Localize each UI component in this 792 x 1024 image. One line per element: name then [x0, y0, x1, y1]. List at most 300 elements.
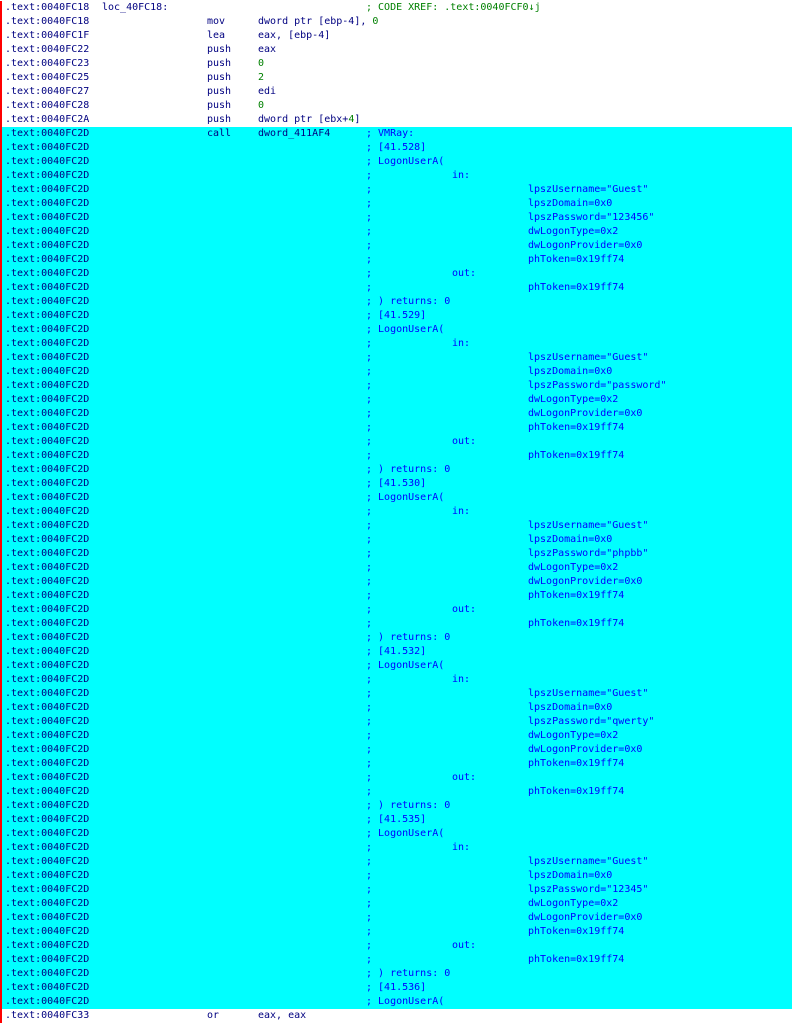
segment-marker	[0, 197, 2, 211]
comment-detail: dwLogonProvider=0x0	[528, 912, 643, 923]
address[interactable]	[5, 715, 89, 729]
address[interactable]	[5, 71, 89, 85]
listing-row[interactable]	[0, 799, 792, 813]
address[interactable]	[5, 659, 89, 673]
listing-row[interactable]	[0, 463, 792, 477]
comment-detail: in:	[452, 170, 471, 181]
address[interactable]	[5, 911, 89, 925]
listing-row[interactable]	[0, 939, 792, 953]
listing-row[interactable]	[0, 561, 792, 575]
address[interactable]	[5, 603, 89, 617]
address-offset: 0040FC2D	[41, 310, 90, 321]
address-segment: .text:	[5, 72, 42, 83]
address-offset: 0040FC2D	[41, 674, 90, 685]
address[interactable]	[5, 547, 89, 561]
address-segment: .text:	[5, 240, 42, 251]
listing-row[interactable]	[0, 239, 792, 253]
operands[interactable]	[258, 71, 264, 85]
listing-row[interactable]	[0, 519, 792, 533]
segment-marker	[0, 267, 2, 281]
listing-row[interactable]	[0, 225, 792, 239]
address-offset: 0040FC2D	[41, 156, 90, 167]
address-offset: 0040FC2D	[41, 842, 90, 853]
address[interactable]	[5, 43, 89, 57]
listing-row[interactable]	[0, 309, 792, 323]
segment-marker	[0, 169, 2, 183]
comment: ;	[366, 674, 373, 685]
segment-marker	[0, 883, 2, 897]
address-offset: 0040FC2D	[41, 394, 90, 405]
address[interactable]	[5, 85, 89, 99]
operands[interactable]	[258, 127, 330, 141]
operands[interactable]	[258, 113, 360, 127]
comment-detail: out:	[452, 940, 477, 951]
address-segment: .text:	[5, 618, 42, 629]
listing-row[interactable]	[0, 169, 792, 183]
segment-marker	[0, 701, 2, 715]
comment-detail: lpszDomain=0x0	[528, 366, 613, 377]
segment-marker	[0, 127, 2, 141]
segment-marker	[0, 449, 2, 463]
listing-row[interactable]	[0, 449, 792, 463]
address-offset: 0040FC2D	[41, 142, 90, 153]
listing-row[interactable]	[0, 211, 792, 225]
address-offset: 0040FC2D	[41, 968, 90, 979]
listing-row[interactable]	[0, 533, 792, 547]
address[interactable]	[5, 673, 89, 687]
comment-detail: dwLogonProvider=0x0	[528, 744, 643, 755]
address[interactable]	[5, 169, 89, 183]
address[interactable]	[5, 561, 89, 575]
listing-row[interactable]	[0, 29, 792, 43]
address-offset: 0040FC22	[41, 44, 90, 55]
listing-row[interactable]	[0, 477, 792, 491]
comment-detail: dwLogonType=0x2	[528, 562, 619, 573]
listing-row[interactable]	[0, 813, 792, 827]
address[interactable]	[5, 491, 89, 505]
comment: ;	[366, 450, 373, 461]
listing-row[interactable]	[0, 715, 792, 729]
listing-row[interactable]	[0, 155, 792, 169]
listing-row[interactable]	[0, 183, 792, 197]
address-offset: 0040FC2D	[41, 576, 90, 587]
address-offset: 0040FC2D	[41, 184, 90, 195]
operand-text: eax, eax	[258, 1010, 307, 1021]
operand-number: 0	[258, 100, 265, 111]
listing-row[interactable]	[0, 393, 792, 407]
comment: ;	[366, 394, 373, 405]
address[interactable]	[5, 799, 89, 813]
address-offset: 0040FC2D	[41, 436, 90, 447]
address[interactable]	[5, 519, 89, 533]
address-segment: .text:	[5, 254, 42, 265]
address-offset: 0040FC2D	[41, 240, 90, 251]
address[interactable]	[5, 617, 89, 631]
address-segment: .text:	[5, 114, 42, 125]
segment-marker	[0, 393, 2, 407]
address[interactable]	[5, 645, 89, 659]
operands[interactable]	[258, 43, 276, 57]
operands[interactable]	[258, 15, 378, 29]
comment: ;	[366, 576, 373, 587]
operands[interactable]	[258, 29, 330, 43]
comment-detail: phToken=0x19ff74	[528, 954, 625, 965]
address[interactable]	[5, 127, 89, 141]
address-segment: .text:	[5, 926, 42, 937]
address[interactable]	[5, 155, 89, 169]
listing-row[interactable]	[0, 743, 792, 757]
comment: ;	[366, 940, 373, 951]
comment-detail: lpszUsername="Guest"	[528, 184, 649, 195]
address[interactable]	[5, 533, 89, 547]
address-segment: .text:	[5, 744, 42, 755]
address[interactable]	[5, 729, 89, 743]
comment: ;	[366, 926, 373, 937]
address-segment: .text:	[5, 198, 42, 209]
mnemonic: push	[207, 86, 232, 97]
address[interactable]	[5, 407, 89, 421]
comment-detail: lpszPassword="12345"	[528, 884, 649, 895]
comment: ; [41.529]	[366, 310, 427, 321]
address-offset: 0040FC2D	[41, 772, 90, 783]
address[interactable]	[5, 253, 89, 267]
address[interactable]	[5, 883, 89, 897]
comment: ; LogonUserA(	[366, 996, 445, 1007]
comment: ; ) returns: 0	[366, 464, 451, 475]
comment: ; LogonUserA(	[366, 828, 445, 839]
address-offset: 0040FC2D	[41, 534, 90, 545]
comment-detail: dwLogonProvider=0x0	[528, 408, 643, 419]
listing-row[interactable]	[0, 659, 792, 673]
comment: ;	[366, 268, 373, 279]
address[interactable]	[5, 449, 89, 463]
address-offset: 0040FC2D	[41, 660, 90, 671]
comment-detail: phToken=0x19ff74	[528, 926, 625, 937]
listing-row[interactable]	[0, 295, 792, 309]
address-segment: .text:	[5, 16, 42, 27]
listing-row[interactable]	[0, 407, 792, 421]
segment-marker	[0, 715, 2, 729]
address-offset: 0040FC2D	[41, 226, 90, 237]
address[interactable]	[5, 505, 89, 519]
address[interactable]	[5, 57, 89, 71]
address[interactable]	[5, 239, 89, 253]
address[interactable]	[5, 351, 89, 365]
segment-marker	[0, 673, 2, 687]
address[interactable]	[5, 827, 89, 841]
address-segment: .text:	[5, 772, 42, 783]
comment-detail: out:	[452, 604, 477, 615]
address-offset: 0040FC33	[41, 1010, 90, 1021]
comment: ;	[366, 842, 373, 853]
address[interactable]	[5, 995, 89, 1009]
listing-row[interactable]	[0, 253, 792, 267]
comment: ; ) returns: 0	[366, 800, 451, 811]
listing-row[interactable]	[0, 771, 792, 785]
comment-detail: phToken=0x19ff74	[528, 282, 625, 293]
address[interactable]	[5, 841, 89, 855]
address-segment: .text:	[5, 506, 42, 517]
listing-row[interactable]	[0, 435, 792, 449]
address-segment: .text:	[5, 464, 42, 475]
listing-row[interactable]	[0, 645, 792, 659]
listing-row[interactable]	[0, 757, 792, 771]
comment: ;	[366, 226, 373, 237]
listing-row[interactable]	[0, 505, 792, 519]
address-offset: 0040FC2D	[41, 450, 90, 461]
address-segment: .text:	[5, 730, 42, 741]
mnemonic: push	[207, 72, 232, 83]
segment-marker	[0, 981, 2, 995]
listing-row[interactable]	[0, 967, 792, 981]
listing-row[interactable]	[0, 323, 792, 337]
comment-detail: lpszDomain=0x0	[528, 870, 613, 881]
segment-marker	[0, 995, 2, 1009]
listing-row[interactable]	[0, 827, 792, 841]
segment-marker	[0, 141, 2, 155]
comment: ;	[366, 198, 373, 209]
comment: ;	[366, 912, 373, 923]
listing-row[interactable]	[0, 897, 792, 911]
address-segment: .text:	[5, 436, 42, 447]
segment-marker	[0, 379, 2, 393]
address-segment: .text:	[5, 800, 42, 811]
comment: ; [41.528]	[366, 142, 427, 153]
operands[interactable]	[258, 1009, 306, 1023]
address-segment: .text:	[5, 450, 42, 461]
listing-row[interactable]	[0, 365, 792, 379]
address-segment: .text:	[5, 128, 42, 139]
segment-marker	[0, 645, 2, 659]
comment: ; LogonUserA(	[366, 492, 445, 503]
address[interactable]	[5, 421, 89, 435]
comment-detail: phToken=0x19ff74	[528, 590, 625, 601]
comment: ;	[366, 954, 373, 965]
address-segment: .text:	[5, 380, 42, 391]
address[interactable]	[5, 15, 89, 29]
address[interactable]	[5, 869, 89, 883]
comment: ;	[366, 380, 373, 391]
listing-row[interactable]	[0, 603, 792, 617]
address[interactable]	[5, 1, 89, 15]
address-segment: .text:	[5, 702, 42, 713]
listing-row[interactable]	[0, 785, 792, 799]
address[interactable]	[5, 197, 89, 211]
address[interactable]	[5, 953, 89, 967]
address[interactable]	[5, 981, 89, 995]
segment-marker	[0, 421, 2, 435]
segment-marker	[0, 561, 2, 575]
mnemonic: or	[207, 1010, 220, 1021]
listing-row[interactable]	[0, 113, 792, 127]
address[interactable]	[5, 701, 89, 715]
listing-row[interactable]	[0, 379, 792, 393]
address-offset: 0040FC2D	[41, 506, 90, 517]
address[interactable]	[5, 337, 89, 351]
comment: ;	[366, 408, 373, 419]
listing-row[interactable]	[0, 701, 792, 715]
listing-row[interactable]	[0, 267, 792, 281]
address-offset: 0040FC18	[41, 16, 90, 27]
segment-marker	[0, 211, 2, 225]
listing-row[interactable]	[0, 547, 792, 561]
address[interactable]	[5, 743, 89, 757]
address[interactable]	[5, 29, 89, 43]
address[interactable]	[5, 785, 89, 799]
segment-marker	[0, 575, 2, 589]
comment-detail: phToken=0x19ff74	[528, 254, 625, 265]
address[interactable]	[5, 575, 89, 589]
comment: ;	[366, 254, 373, 265]
listing-row[interactable]	[0, 421, 792, 435]
address-segment: .text:	[5, 842, 42, 853]
mnemonic: lea	[207, 30, 226, 41]
segment-marker	[0, 407, 2, 421]
listing-row[interactable]	[0, 981, 792, 995]
address[interactable]	[5, 295, 89, 309]
comment-detail: out:	[452, 268, 477, 279]
address[interactable]	[5, 309, 89, 323]
listing-row[interactable]	[0, 729, 792, 743]
address-offset: 0040FC2D	[41, 408, 90, 419]
address[interactable]	[5, 113, 89, 127]
listing-row[interactable]	[0, 673, 792, 687]
address[interactable]	[5, 967, 89, 981]
listing-row[interactable]	[0, 15, 792, 29]
address-segment: .text:	[5, 324, 42, 335]
listing-row[interactable]	[0, 43, 792, 57]
listing-row[interactable]	[0, 141, 792, 155]
address[interactable]	[5, 365, 89, 379]
comment-detail: phToken=0x19ff74	[528, 786, 625, 797]
address[interactable]	[5, 323, 89, 337]
comment-detail: phToken=0x19ff74	[528, 450, 625, 461]
comment-detail: dwLogonType=0x2	[528, 394, 619, 405]
address[interactable]	[5, 379, 89, 393]
operands[interactable]	[258, 85, 276, 99]
listing-row[interactable]	[0, 57, 792, 71]
address[interactable]	[5, 477, 89, 491]
address[interactable]	[5, 267, 89, 281]
listing-row[interactable]	[0, 869, 792, 883]
comment: ;	[366, 618, 373, 629]
listing-row[interactable]	[0, 631, 792, 645]
address[interactable]	[5, 925, 89, 939]
address[interactable]	[5, 939, 89, 953]
operand-number: 0	[372, 16, 379, 27]
listing-row[interactable]	[0, 995, 792, 1009]
address[interactable]	[5, 225, 89, 239]
listing-row[interactable]	[0, 99, 792, 113]
address[interactable]	[5, 589, 89, 603]
listing-row[interactable]	[0, 575, 792, 589]
listing-row[interactable]	[0, 351, 792, 365]
listing-row[interactable]	[0, 883, 792, 897]
address[interactable]	[5, 1009, 89, 1023]
segment-marker	[0, 15, 2, 29]
address[interactable]	[5, 435, 89, 449]
listing-row[interactable]	[0, 911, 792, 925]
operands[interactable]	[258, 57, 264, 71]
address[interactable]	[5, 211, 89, 225]
listing-row[interactable]	[0, 491, 792, 505]
address[interactable]	[5, 757, 89, 771]
comment: ;	[366, 338, 373, 349]
listing-row[interactable]	[0, 127, 792, 141]
address-offset: 0040FC2D	[41, 590, 90, 601]
mnemonic: push	[207, 114, 232, 125]
code-label[interactable]: loc_40FC18:	[102, 2, 169, 13]
address[interactable]	[5, 813, 89, 827]
segment-marker	[0, 617, 2, 631]
address[interactable]	[5, 855, 89, 869]
address[interactable]	[5, 897, 89, 911]
address[interactable]	[5, 281, 89, 295]
operand-number: 4	[348, 114, 355, 125]
listing-row[interactable]	[0, 855, 792, 869]
segment-marker	[0, 771, 2, 785]
listing-row[interactable]	[0, 841, 792, 855]
comment: ; ) returns: 0	[366, 968, 451, 979]
address[interactable]	[5, 393, 89, 407]
listing-row[interactable]	[0, 687, 792, 701]
segment-marker	[0, 547, 2, 561]
comment: ;	[366, 506, 373, 517]
listing-row[interactable]	[0, 617, 792, 631]
comment-detail: lpszUsername="Guest"	[528, 688, 649, 699]
mnemonic: push	[207, 58, 232, 69]
listing-row[interactable]	[0, 1009, 792, 1023]
segment-marker	[0, 659, 2, 673]
address-offset: 0040FC2D	[41, 632, 90, 643]
listing-row[interactable]	[0, 71, 792, 85]
listing-row[interactable]	[0, 197, 792, 211]
address-offset: 0040FC2D	[41, 688, 90, 699]
listing-row[interactable]	[0, 1, 792, 15]
address-segment: .text:	[5, 408, 42, 419]
listing-row[interactable]	[0, 337, 792, 351]
listing-row[interactable]	[0, 589, 792, 603]
address-segment: .text:	[5, 688, 42, 699]
comment-detail: lpszPassword="qwerty"	[528, 716, 655, 727]
comment: ;	[366, 884, 373, 895]
listing-row[interactable]	[0, 925, 792, 939]
listing-row[interactable]	[0, 953, 792, 967]
address[interactable]	[5, 771, 89, 785]
address[interactable]	[5, 631, 89, 645]
comment-detail: out:	[452, 772, 477, 783]
address-segment: .text:	[5, 870, 42, 881]
address[interactable]	[5, 183, 89, 197]
listing-row[interactable]	[0, 85, 792, 99]
address[interactable]	[5, 99, 89, 113]
segment-marker	[0, 463, 2, 477]
address-segment: .text:	[5, 226, 42, 237]
comment: ;	[366, 366, 373, 377]
comment-detail: lpszPassword="phpbb"	[528, 548, 649, 559]
address[interactable]	[5, 141, 89, 155]
segment-marker	[0, 477, 2, 491]
address[interactable]	[5, 463, 89, 477]
address-segment: .text:	[5, 338, 42, 349]
operands[interactable]	[258, 99, 264, 113]
address[interactable]	[5, 687, 89, 701]
address-offset: 0040FC2D	[41, 268, 90, 279]
xref-comment[interactable]: ; CODE XREF: .text:0040FCF0↓j	[366, 2, 541, 13]
segment-marker	[0, 365, 2, 379]
listing-row[interactable]	[0, 281, 792, 295]
mnemonic: push	[207, 100, 232, 111]
